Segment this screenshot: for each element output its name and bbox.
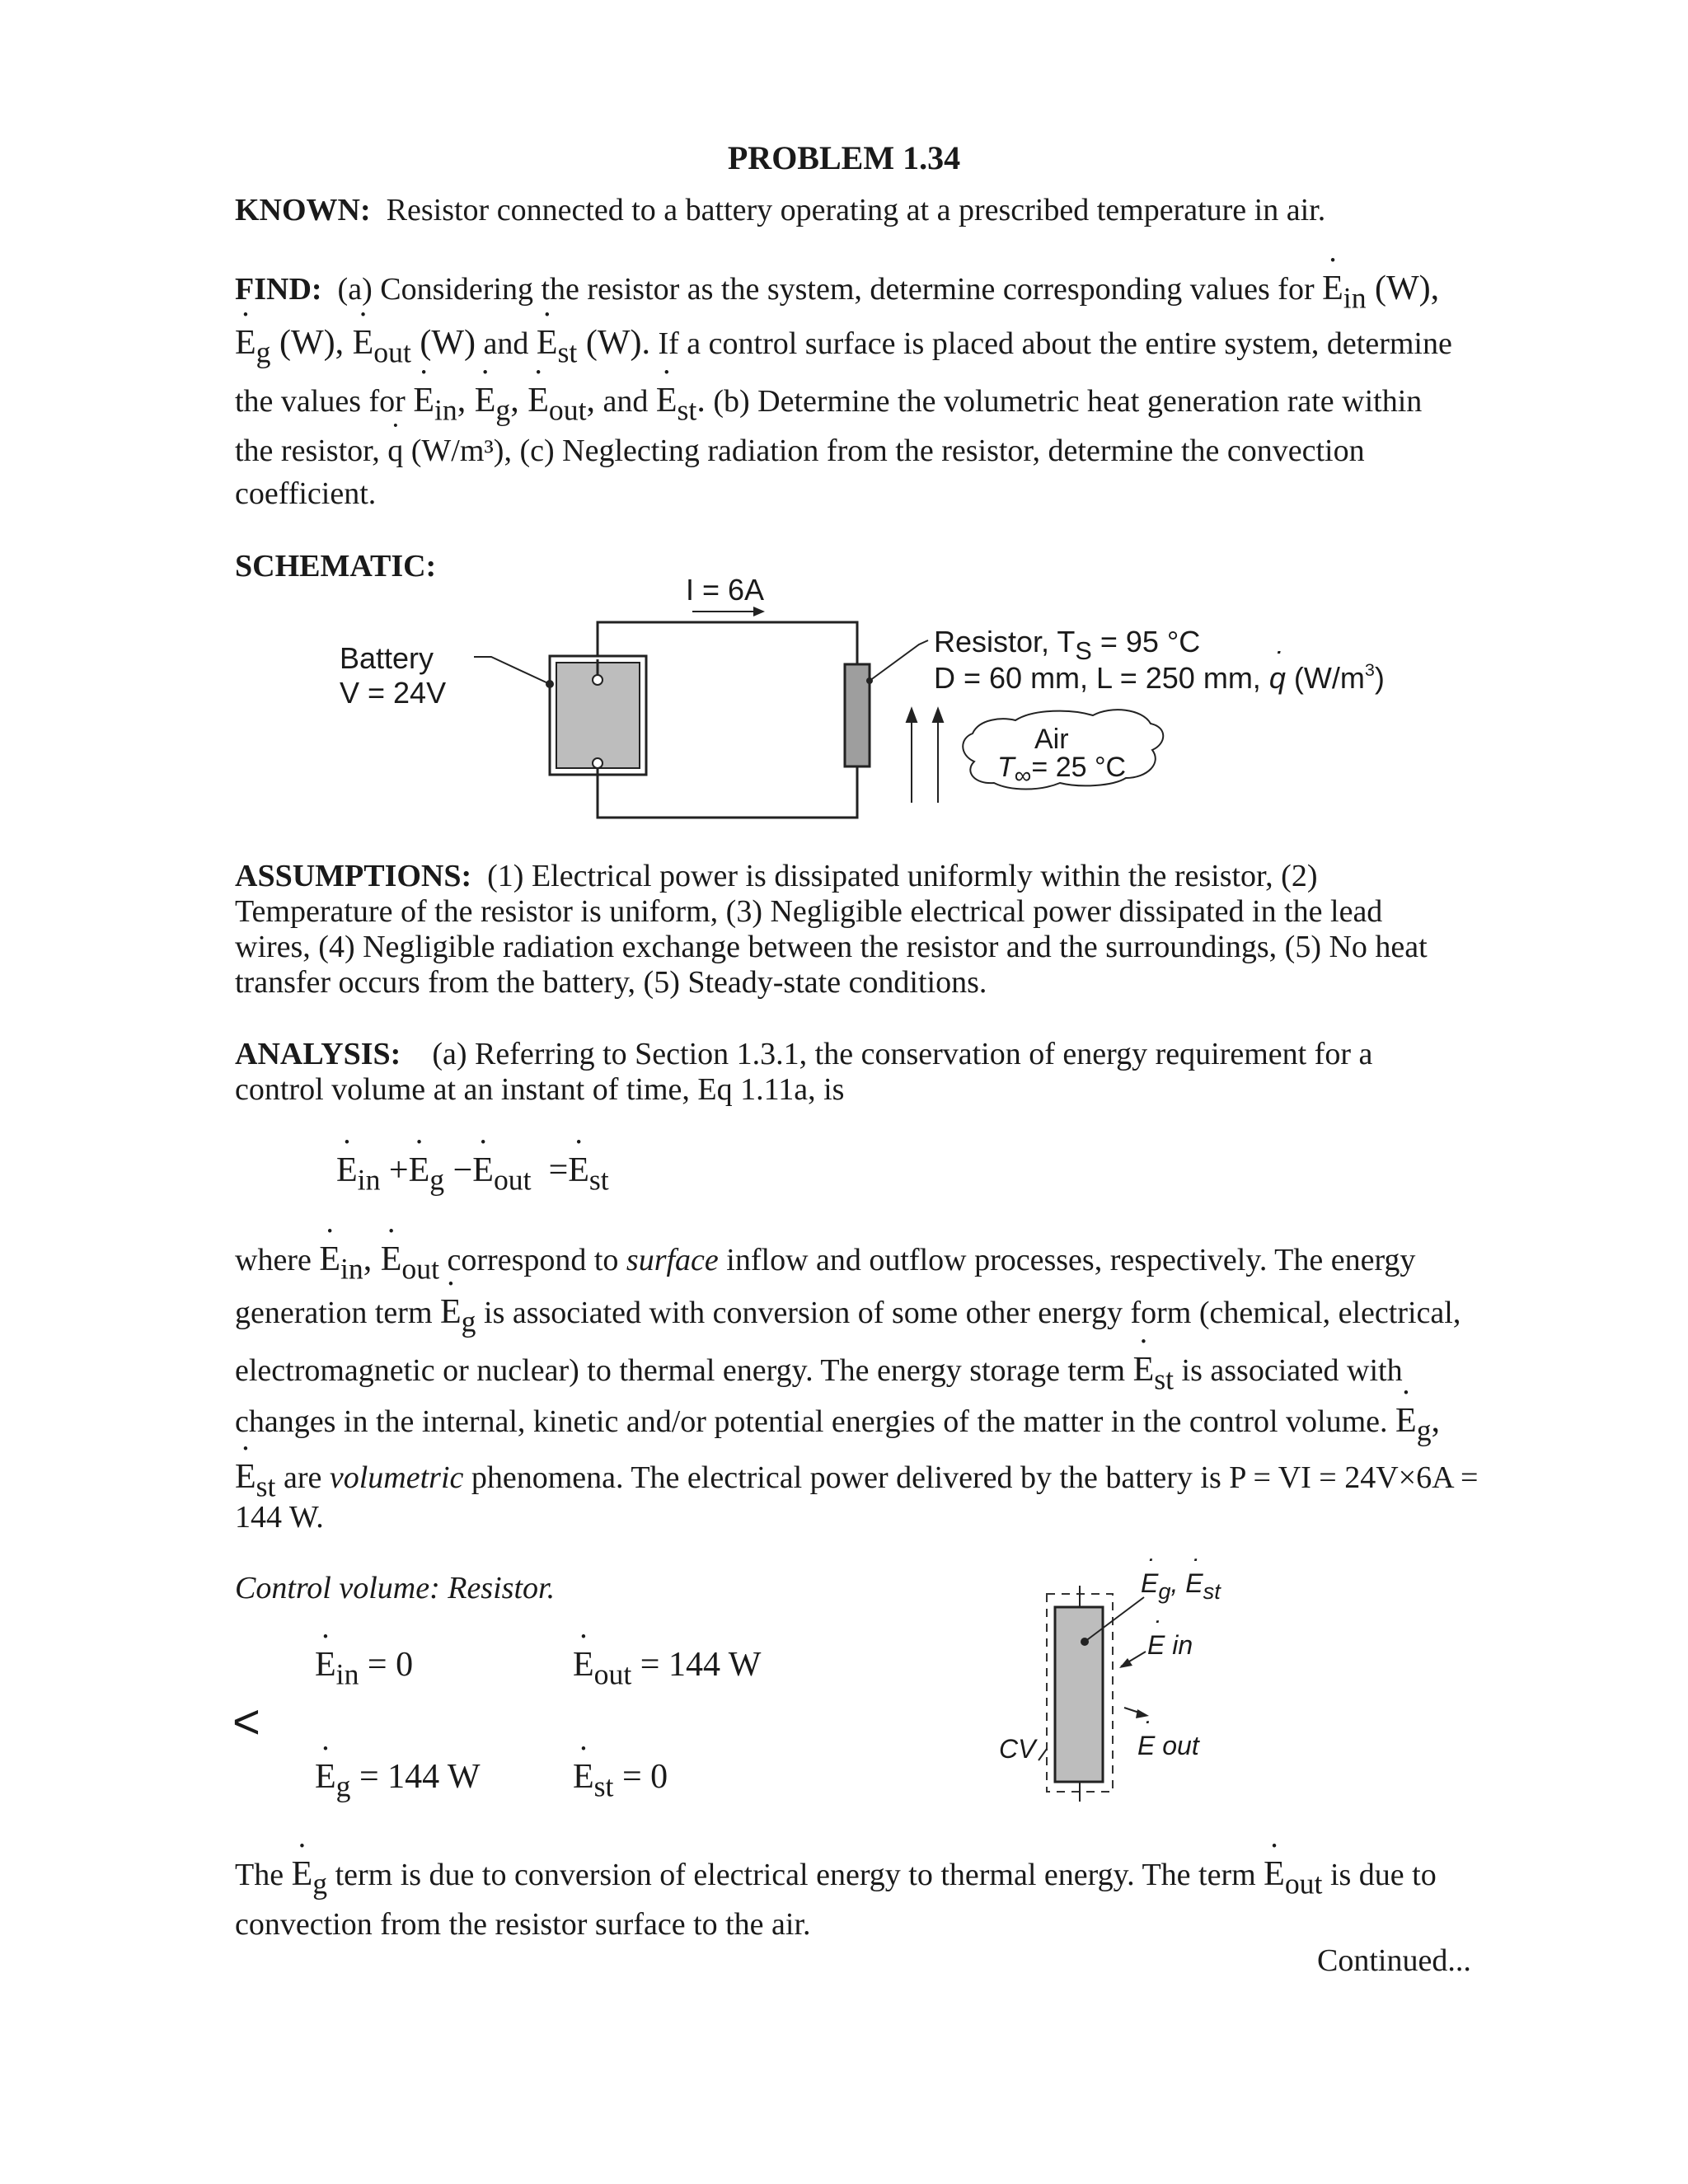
air-label: Air bbox=[1034, 724, 1069, 755]
airflow-arrows-icon bbox=[907, 709, 943, 803]
analysis-line-2: generation term ˙ $E_g$ is associated with conversion of some other energy form (chemical, electrical, bbox=[235, 1292, 1461, 1332]
find-line-4: the resistor, ˙ q (W/m³), (c) Neglecting radiation from the resistor, determine the convection bbox=[235, 434, 1365, 470]
known-text: Resistor connected to a battery operating at a prescribed temperature in air. bbox=[386, 193, 1326, 227]
closing-line-2: convection from the resistor surface to the air. bbox=[235, 1907, 811, 1942]
known-section bbox=[235, 193, 1325, 229]
analysis-line-1: where ˙ $E_{in}$, ˙ $E_{out}$ correspond to surface inflow and outflow processes, respectively. The energy bbox=[235, 1240, 1415, 1279]
analysis-line-3: electromagnetic or nuclear) to thermal energy. The energy storage term ˙ $E_{st}$ is associated with bbox=[235, 1350, 1403, 1390]
cv-eout-label: ˙ E out bbox=[1137, 1731, 1199, 1761]
cv-leader bbox=[1039, 1749, 1047, 1760]
assumptions-label: ASSUMPTIONS: bbox=[235, 859, 472, 893]
closing-line-1: The ˙ $E_g$ term is due to conversion of electrical energy to thermal energy. The term ˙ $E_{out}$ is due to bbox=[235, 1854, 1437, 1894]
find-line-3: the values for ˙ $E_{in}$, ˙ $E_g$, ˙ $E_{out}$, and ˙ $E_{st}$. (b) Determine the volumetric heat generation rate within bbox=[235, 381, 1422, 420]
cv-eg-est-label: ˙ $E_g$, ˙ $E_{st}$ bbox=[1141, 1568, 1221, 1599]
eout-result: ˙ $E_{out} = 144$ W bbox=[573, 1645, 761, 1685]
known-label: KNOWN: bbox=[235, 193, 371, 227]
analysis-intro bbox=[235, 1037, 1455, 1108]
analysis-line-4: changes in the internal, kinetic and/or potential energies of the matter in the control volume. ˙ $E_g$, bbox=[235, 1401, 1440, 1441]
page-title: PROBLEM 1.34 bbox=[727, 139, 961, 176]
find-label: FIND: bbox=[235, 272, 322, 307]
schematic-diagram bbox=[313, 569, 1426, 832]
resistor-icon bbox=[845, 664, 870, 766]
find-text-1: (a) Considering the resistor as the system, determine corresponding values for bbox=[337, 272, 1315, 307]
ein-result: ˙ $E_{in} = 0$ bbox=[315, 1645, 413, 1685]
find-text-2: If a control surface is placed about the entire system, determine bbox=[658, 326, 1452, 361]
find-line-5: coefficient. bbox=[235, 476, 377, 511]
schematic-label: SCHEMATIC: bbox=[235, 549, 437, 583]
cv-ein-label: ˙ E in bbox=[1147, 1630, 1193, 1661]
energy-balance-equation: ˙ $E_{in}$ +˙ $E_g$ −˙ $E_{out}$ =˙ $E_{st}$ bbox=[336, 1151, 609, 1190]
analysis-line-5: ˙ $E_{st}$ are volumetric phenomena. The electrical power delivered by the battery is P = VI = 24V×6A = bbox=[235, 1457, 1478, 1497]
find-line-1: FIND: (a) Considering the resistor as the system, determine corresponding values for ˙ $E_{in}$ (W), bbox=[235, 269, 1439, 308]
resistor-label: Resistor, $T_S = 95$ °C bbox=[934, 625, 1201, 666]
battery-icon bbox=[546, 656, 646, 775]
find-line-2: ˙ $E_g$ (W), ˙ $E_{out}$ (W) and ˙ $E_{st}$ (W). If a control surface is placed about the entire system, determine bbox=[235, 323, 1452, 363]
continued-label: Continued... bbox=[1317, 1943, 1471, 1978]
result-marker: < bbox=[232, 1695, 260, 1749]
control-volume-label: Control volume: Resistor. bbox=[235, 1571, 556, 1605]
battery-leader bbox=[474, 657, 550, 684]
control-volume-figure bbox=[989, 1566, 1236, 1805]
current-arrow-icon bbox=[692, 607, 765, 616]
cv-label: CV bbox=[999, 1734, 1036, 1764]
ein-arrow-icon bbox=[1119, 1652, 1146, 1668]
resistor-dims: D = 60 mm, L = 250 mm, ˙ q $(W/m^3)$ bbox=[934, 661, 1385, 696]
battery-label: Battery bbox=[340, 641, 434, 675]
voltage-label: V = 24V bbox=[340, 676, 447, 710]
resistor-leader bbox=[870, 640, 928, 681]
analysis-intro-text: (a) Referring to Section 1.3.1, the conservation of energy requirement for a control volume at an instant of time, Eq 1.11a, is bbox=[235, 1037, 1373, 1107]
eg-result: ˙ $E_g = 144$ W bbox=[315, 1757, 481, 1797]
assumptions-text: (1) Electrical power is dissipated uniformly within the resistor, (2) Temperature of the resistor is uniform, (3) Negligible electrical power dissipated in the lead wires, (4) Negligible radiation exchange between the resistor and the surroundings, (5) No heat transfer occurs from the battery, (5) Steady-state conditions. bbox=[235, 859, 1428, 1000]
analysis-label: ANALYSIS: bbox=[235, 1037, 401, 1071]
est-result: ˙ $E_{st} = 0$ bbox=[573, 1757, 668, 1797]
tinf-label: $T_\infty= 25$ °C bbox=[997, 752, 1127, 790]
assumptions-section bbox=[235, 859, 1455, 1001]
analysis-line-6: 144 W. bbox=[235, 1500, 324, 1535]
current-label: I = 6A bbox=[686, 573, 765, 607]
